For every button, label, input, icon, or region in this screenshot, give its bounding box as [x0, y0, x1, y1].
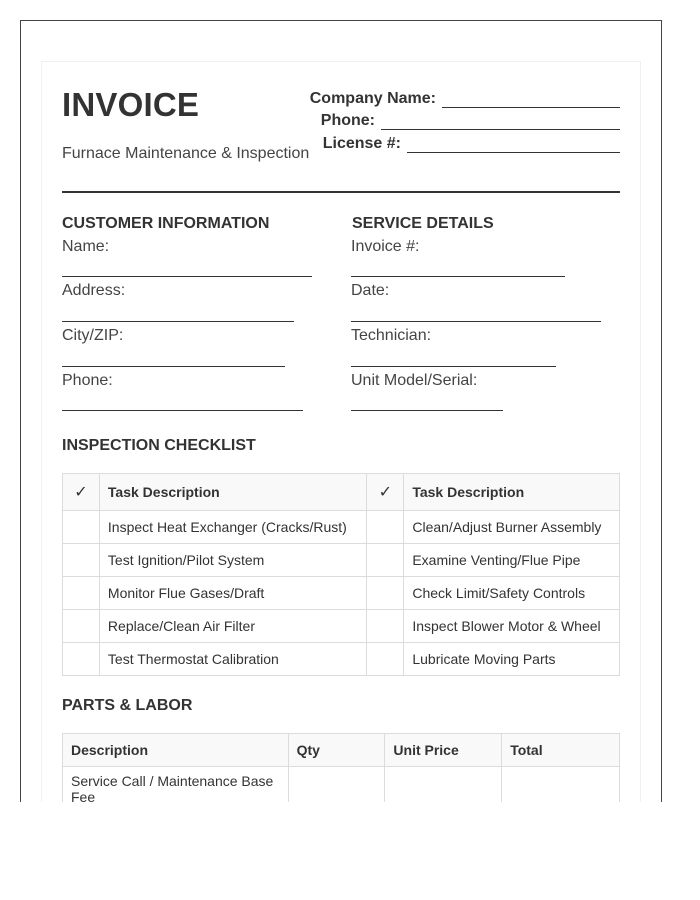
- part-description: Service Call / Maintenance Base Fee: [63, 767, 289, 803]
- parts-row: [63, 767, 620, 803]
- company-phone-label: Phone:: [320, 112, 375, 129]
- invoice-subtitle: Furnace Maintenance & Inspection: [62, 145, 310, 162]
- customer-name-line[interactable]: [62, 276, 312, 277]
- service-unit-label: Unit Model/Serial:: [351, 372, 478, 389]
- company-license-line[interactable]: [407, 138, 620, 153]
- task-column-header: Task Description: [99, 474, 367, 511]
- task-column-header: Task Description: [404, 474, 620, 511]
- service-date-label: Date:: [351, 282, 390, 299]
- service-invoice-label: Invoice #:: [351, 238, 420, 255]
- customer-phone-line[interactable]: [62, 410, 303, 411]
- parts-heading: PARTS & LABOR: [62, 697, 193, 714]
- task-description: Lubricate Moving Parts: [404, 643, 620, 676]
- checkbox-cell[interactable]: [367, 643, 404, 676]
- customer-cityzip-label: City/ZIP:: [62, 327, 124, 344]
- page-frame: [20, 20, 662, 802]
- qty-column-header: Qty: [288, 734, 385, 767]
- company-phone-row: [310, 108, 620, 131]
- checklist-row: [63, 643, 620, 676]
- invoice-paper: [41, 61, 641, 802]
- checkbox-cell[interactable]: [63, 511, 100, 544]
- part-total[interactable]: [502, 767, 620, 803]
- checklist-heading: INSPECTION CHECKLIST: [62, 437, 256, 454]
- task-description: Replace/Clean Air Filter: [99, 610, 367, 643]
- service-technician-line[interactable]: [351, 366, 556, 367]
- checkbox-cell[interactable]: [367, 577, 404, 610]
- company-license-label: License #:: [322, 134, 401, 152]
- task-description: Test Thermostat Calibration: [99, 643, 367, 676]
- unit-price-column-header: Unit Price: [385, 734, 502, 767]
- service-date-line[interactable]: [351, 321, 601, 322]
- customer-phone-label: Phone:: [62, 372, 113, 389]
- checkbox-cell[interactable]: [63, 610, 100, 643]
- checklist-row: [63, 511, 620, 544]
- parts-table: [62, 733, 620, 802]
- company-phone-line[interactable]: [381, 115, 620, 130]
- task-description: Monitor Flue Gases/Draft: [99, 577, 367, 610]
- company-name-row: [310, 85, 620, 108]
- checklist-table: [62, 473, 620, 676]
- task-description: Test Ignition/Pilot System: [99, 544, 367, 577]
- service-invoice-line[interactable]: [351, 276, 565, 277]
- service-unit-line[interactable]: [351, 410, 503, 411]
- company-block: [310, 85, 620, 153]
- checklist-header-row: [63, 474, 620, 511]
- part-qty[interactable]: [288, 767, 385, 803]
- checkbox-cell[interactable]: [367, 610, 404, 643]
- service-technician-label: Technician:: [351, 327, 432, 344]
- invoice-title: INVOICE: [62, 86, 200, 123]
- task-description: Check Limit/Safety Controls: [404, 577, 620, 610]
- checkbox-cell[interactable]: [63, 577, 100, 610]
- checkmark-icon: ✓: [74, 484, 88, 501]
- task-description: Inspect Heat Exchanger (Cracks/Rust): [99, 511, 367, 544]
- customer-address-label: Address:: [62, 282, 126, 299]
- company-license-row: [310, 130, 620, 153]
- customer-name-label: Name:: [62, 238, 110, 255]
- checkbox-cell[interactable]: [63, 544, 100, 577]
- checkbox-cell[interactable]: [367, 544, 404, 577]
- total-column-header: Total: [502, 734, 620, 767]
- customer-heading: CUSTOMER INFORMATION: [62, 215, 270, 232]
- checkbox-cell[interactable]: [63, 643, 100, 676]
- part-unit-price[interactable]: [385, 767, 502, 803]
- customer-cityzip-line[interactable]: [62, 366, 285, 367]
- checklist-row: [63, 577, 620, 610]
- check-column-header: [367, 474, 404, 511]
- customer-address-line[interactable]: [62, 321, 294, 322]
- parts-header-row: [63, 734, 620, 767]
- description-column-header: Description: [63, 734, 289, 767]
- task-description: Examine Venting/Flue Pipe: [404, 544, 620, 577]
- company-name-line[interactable]: [442, 93, 620, 108]
- checkmark-icon: ✓: [378, 484, 393, 501]
- checklist-row: [63, 544, 620, 577]
- task-description: Clean/Adjust Burner Assembly: [404, 511, 620, 544]
- checklist-row: [63, 610, 620, 643]
- header-divider: [62, 191, 620, 193]
- checkbox-cell[interactable]: [367, 511, 404, 544]
- check-column-header: [63, 474, 100, 511]
- task-description: Inspect Blower Motor & Wheel: [404, 610, 620, 643]
- company-name-label: Company Name:: [309, 89, 436, 107]
- service-heading: SERVICE DETAILS: [352, 215, 494, 232]
